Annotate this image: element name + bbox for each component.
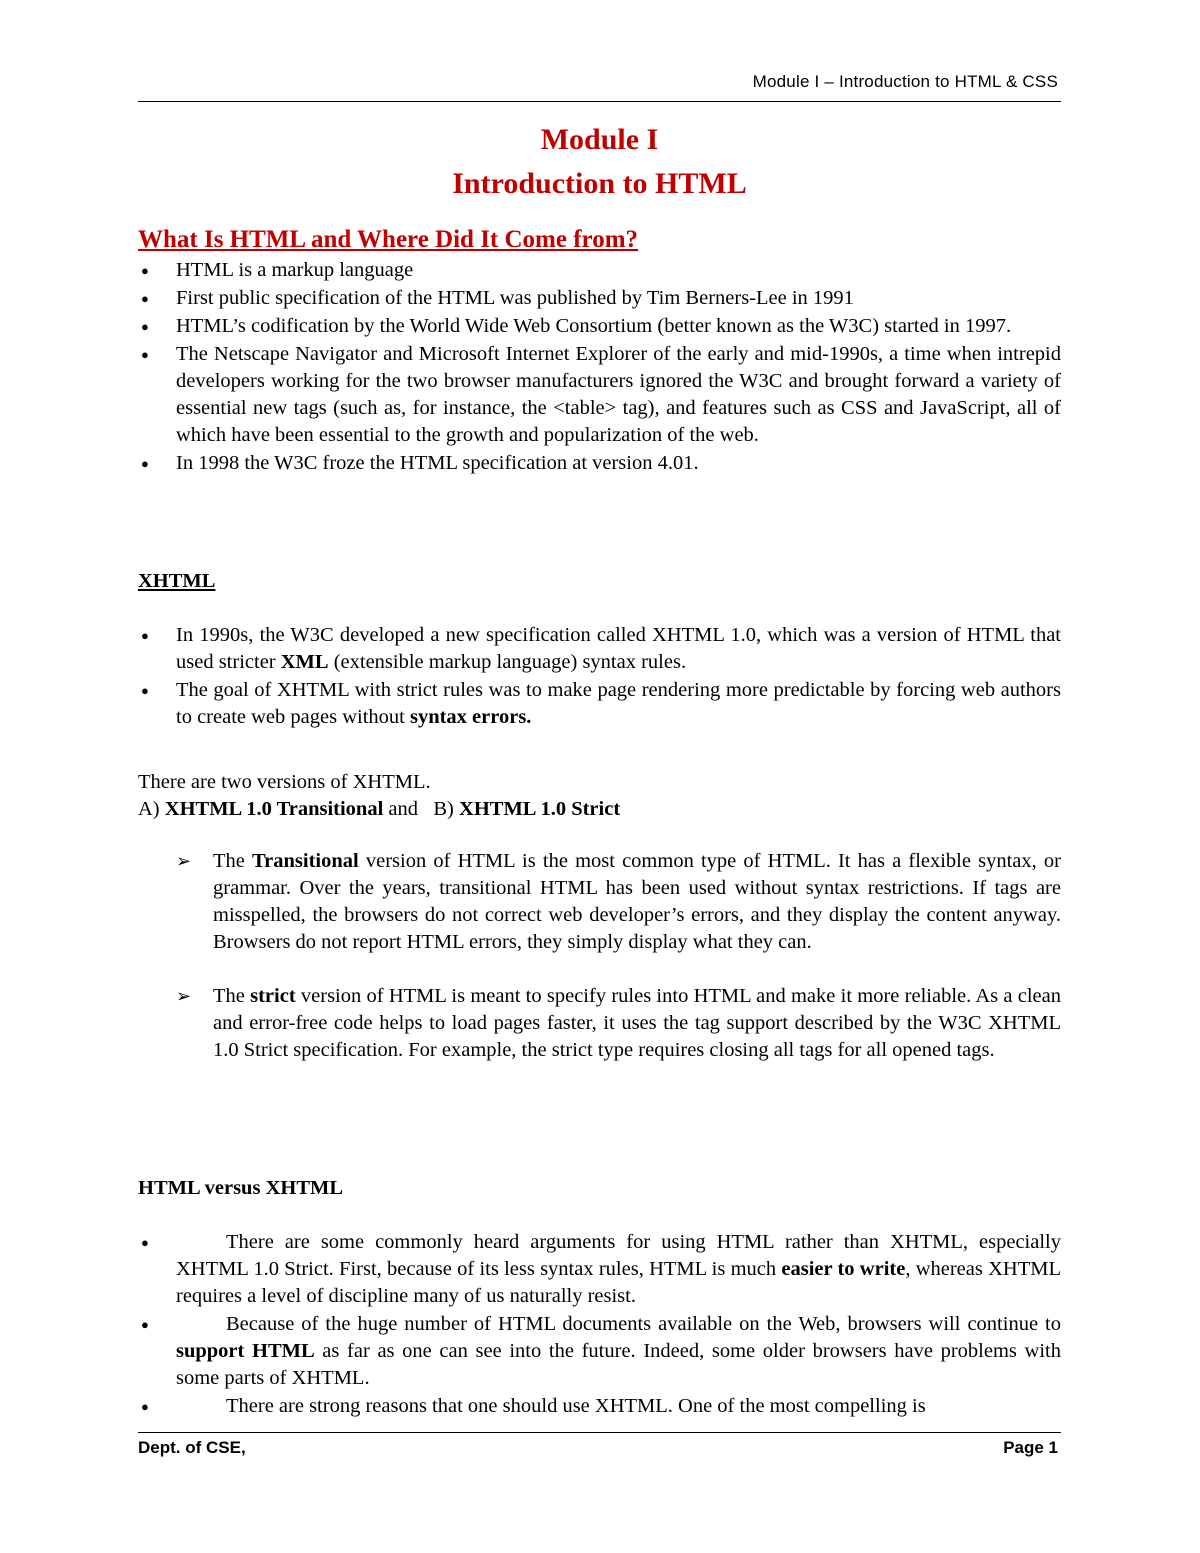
list-item (138, 1229, 1061, 1310)
list-item (138, 677, 1061, 731)
title-line-1: Module I (540, 123, 659, 156)
text-run: version of HTML is the most common type of HTML. It has a flexible syntax, or grammar. Over the years, transitional HTML has been used without syntax restrictions. If tags are misspelled, the browsers do not correct web developer’s errors, and they display the content anyway. Browsers do not report HTML errors, they simply display what they can. (213, 850, 1061, 953)
bold-term: XHTML 1.0 Transitional (164, 798, 384, 820)
text-run: , whereas XHTML requires a level of discipline many of us naturally resist. (176, 1258, 1061, 1307)
list-item (138, 983, 1061, 1064)
list-item (138, 1311, 1061, 1392)
section-heading: HTML versus XHTML (138, 1177, 344, 1199)
section-html-vs-xhtml (138, 1175, 1061, 1420)
text-run: The (213, 985, 251, 1007)
list-item: ● In 1998 the W3C froze the HTML specification at version 4.01. (138, 450, 1061, 477)
versions-list (138, 796, 1061, 823)
list-item: ● HTML is a markup language (138, 257, 1061, 284)
text-run: A) (138, 798, 165, 820)
text-run: and B) (383, 798, 460, 820)
list-item (138, 622, 1061, 676)
text-run: as far as one can see into the future. Indeed, some older browsers have problems with some parts of XHTML. (176, 1340, 1061, 1389)
list-item: ● HTML’s codification by the World Wide Web Consortium (better known as the W3C) started in 1997. (138, 313, 1061, 340)
bold-term: XML (280, 651, 329, 673)
bold-term: easier to write (781, 1258, 906, 1280)
document-title (138, 118, 1061, 206)
section-heading: What Is HTML and Where Did It Come from? (138, 226, 639, 253)
bullet-list (138, 257, 1061, 477)
bold-term: syntax errors. (409, 706, 532, 728)
section-heading: XHTML (138, 570, 216, 592)
text-run: (extensible markup language) syntax rules. (328, 651, 687, 673)
bullet-list (138, 1229, 1061, 1420)
page-number: Page 1 (1003, 1438, 1058, 1457)
list-item (138, 848, 1061, 956)
footer-department: Dept. of CSE, (138, 1438, 246, 1457)
text-run: In 1990s, the W3C developed a new specification called XHTML 1.0, which was a version of HTML that used stricter (176, 624, 1061, 673)
xhtml-version-details (138, 848, 1061, 1064)
versions-intro: There are two versions of XHTML. (138, 771, 431, 793)
header-rule (138, 101, 1061, 102)
bullet-list (138, 622, 1061, 731)
footer-rule (138, 1432, 1061, 1433)
bold-term: XHTML 1.0 Strict (459, 798, 621, 820)
bold-term: strict (250, 985, 296, 1007)
text-run: There are strong reasons that one should use XHTML. One of the most compelling is (226, 1395, 926, 1417)
list-item: ● The Netscape Navigator and Microsoft Internet Explorer of the early and mid-1990s, a time when intrepid developers working for the two browser manufacturers ignored the W3C and brought forward a variety of essential new tags (such as, for instance, the <table> tag), and features such as CSS and JavaScript, all of which have been essential to the growth and popularization of the web. (138, 341, 1061, 449)
bold-term: Transitional (252, 850, 359, 872)
arrow-bullet-icon: ➢ (176, 851, 192, 872)
arrow-bullet-icon: ➢ (176, 986, 192, 1007)
text-run: version of HTML is meant to specify rules into HTML and make it more reliable. As a clean and error-free code helps to load pages faster, it uses the tag support described by the W3C XHTML 1.0 Strict specification. For example, the strict type requires closing all tags for all opened tags. (213, 985, 1061, 1061)
text-run: The goal of XHTML with strict rules was to make page rendering more predictable by forcing web authors to create web pages without (176, 679, 1061, 728)
section-html-origin (138, 224, 1061, 477)
text-run: There are some commonly heard arguments for using HTML rather than XHTML, especially XHTML 1.0 Strict. First, because of its less syntax rules, HTML is much (176, 1231, 1061, 1280)
text-run: Because of the huge number of HTML documents available on the Web, browsers will continue to (226, 1313, 1061, 1335)
list-item (138, 1393, 1061, 1420)
running-header: Module I – Introduction to HTML & CSS (752, 72, 1058, 91)
title-line-2: Introduction to HTML (452, 167, 747, 200)
bold-term: support HTML (176, 1340, 315, 1362)
xhtml-versions (138, 769, 1061, 823)
section-xhtml (138, 568, 1061, 731)
text-run: The (213, 850, 253, 872)
list-item: ● First public specification of the HTML was published by Tim Berners-Lee in 1991 (138, 285, 1061, 312)
arrow-list (138, 848, 1061, 1064)
